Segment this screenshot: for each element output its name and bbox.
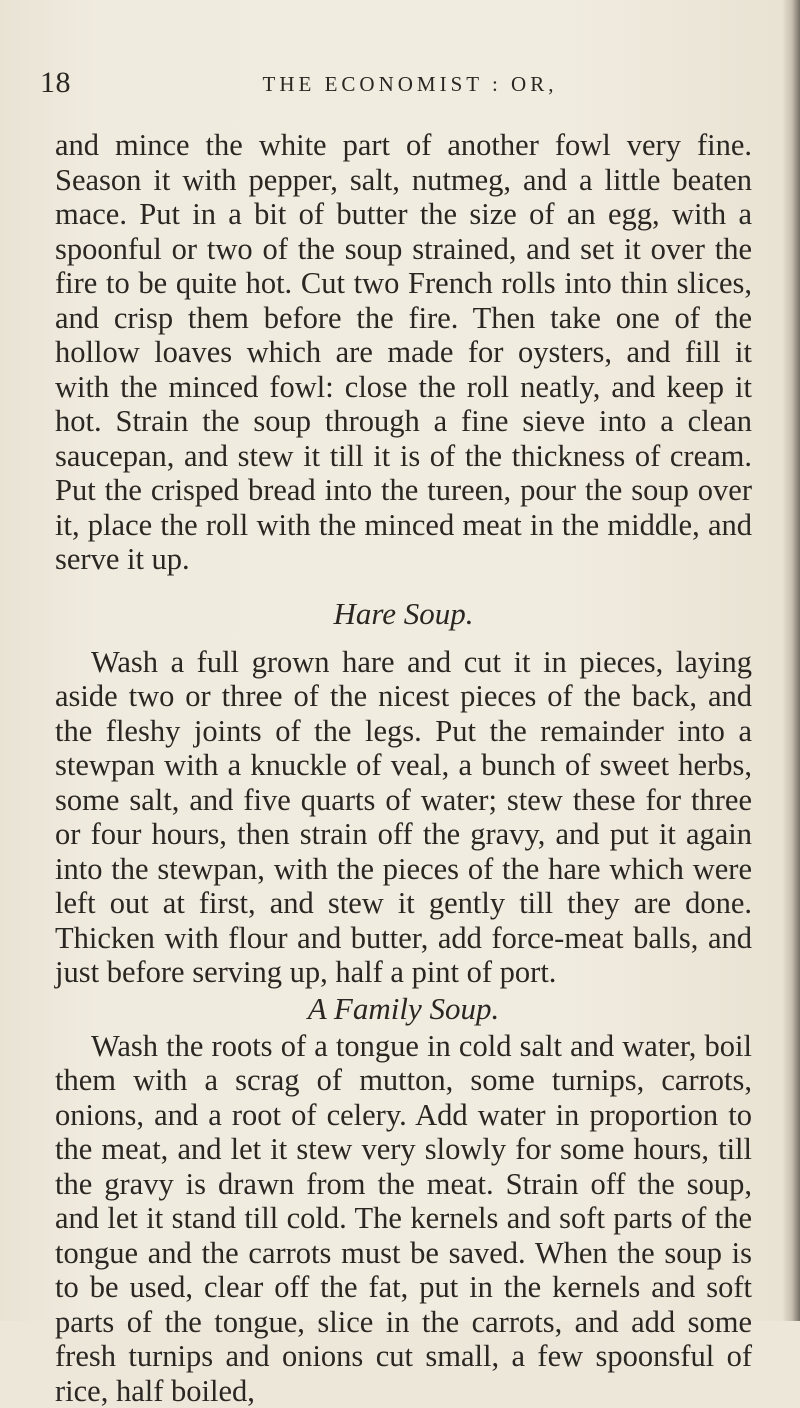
page-content xyxy=(55,128,752,1408)
running-title: THE ECONOMIST : OR, xyxy=(190,72,630,97)
family-soup-heading: A Family Soup. xyxy=(55,992,752,1026)
family-soup-paragraph: Wash the roots of a tongue in cold salt and water, boil them with a scrag of mutton, some turnips, carrots, onions, and a root of celery. Add water in proportion to the meat, and let it stew very slowly for some hours, till the gravy is drawn from the meat. Strain off the soup, and let it stand till cold. The kernels and soft parts of the tongue and the carrots must be saved. When the soup is to be used, clear off the fat, put in the kernels and soft parts of the tongue, slice in the carrots, and add some fresh turnips and onions cut small, a few spoonsful of rice, half boiled, xyxy=(55,1029,752,1408)
hare-soup-paragraph: Wash a full grown hare and cut it in pieces, laying aside two or three of the nicest pieces of the back, and the fleshy joints of the legs. Put the remainder into a stewpan with a knuckle of veal, a bunch of sweet herbs, some salt, and five quarts of water; stew these for three or four hours, then strain off the gravy, and put it again into the stewpan, with the pieces of the hare which were left out at first, and stew it gently till they are done. Thicken with flour and butter, add force-meat balls, and just before serving up, half a pint of port. xyxy=(55,645,752,990)
page-header xyxy=(40,66,760,106)
intro-paragraph: and mince the white part of another fowl very fine. Season it with pepper, salt, nutmeg, and a little beaten mace. Put in a bit of butter the size of an egg, with a spoonful or two of the soup strained, and set it over the fire to be quite hot. Cut two French rolls into thin slices, and crisp them before the fire. Then take one of the hollow loaves which are made for oysters, and fill it with the minced fowl: close the roll neatly, and keep it hot. Strain the soup through a fine sieve into a clean saucepan, and stew it till it is of the thickness of cream. Put the crisped bread into the tureen, pour the soup over it, place the roll with the minced meat in the middle, and serve it up. xyxy=(55,128,752,577)
page-edge-shadow xyxy=(782,0,800,1321)
hare-soup-heading: Hare Soup. xyxy=(55,597,752,631)
page-number: 18 xyxy=(40,66,71,100)
